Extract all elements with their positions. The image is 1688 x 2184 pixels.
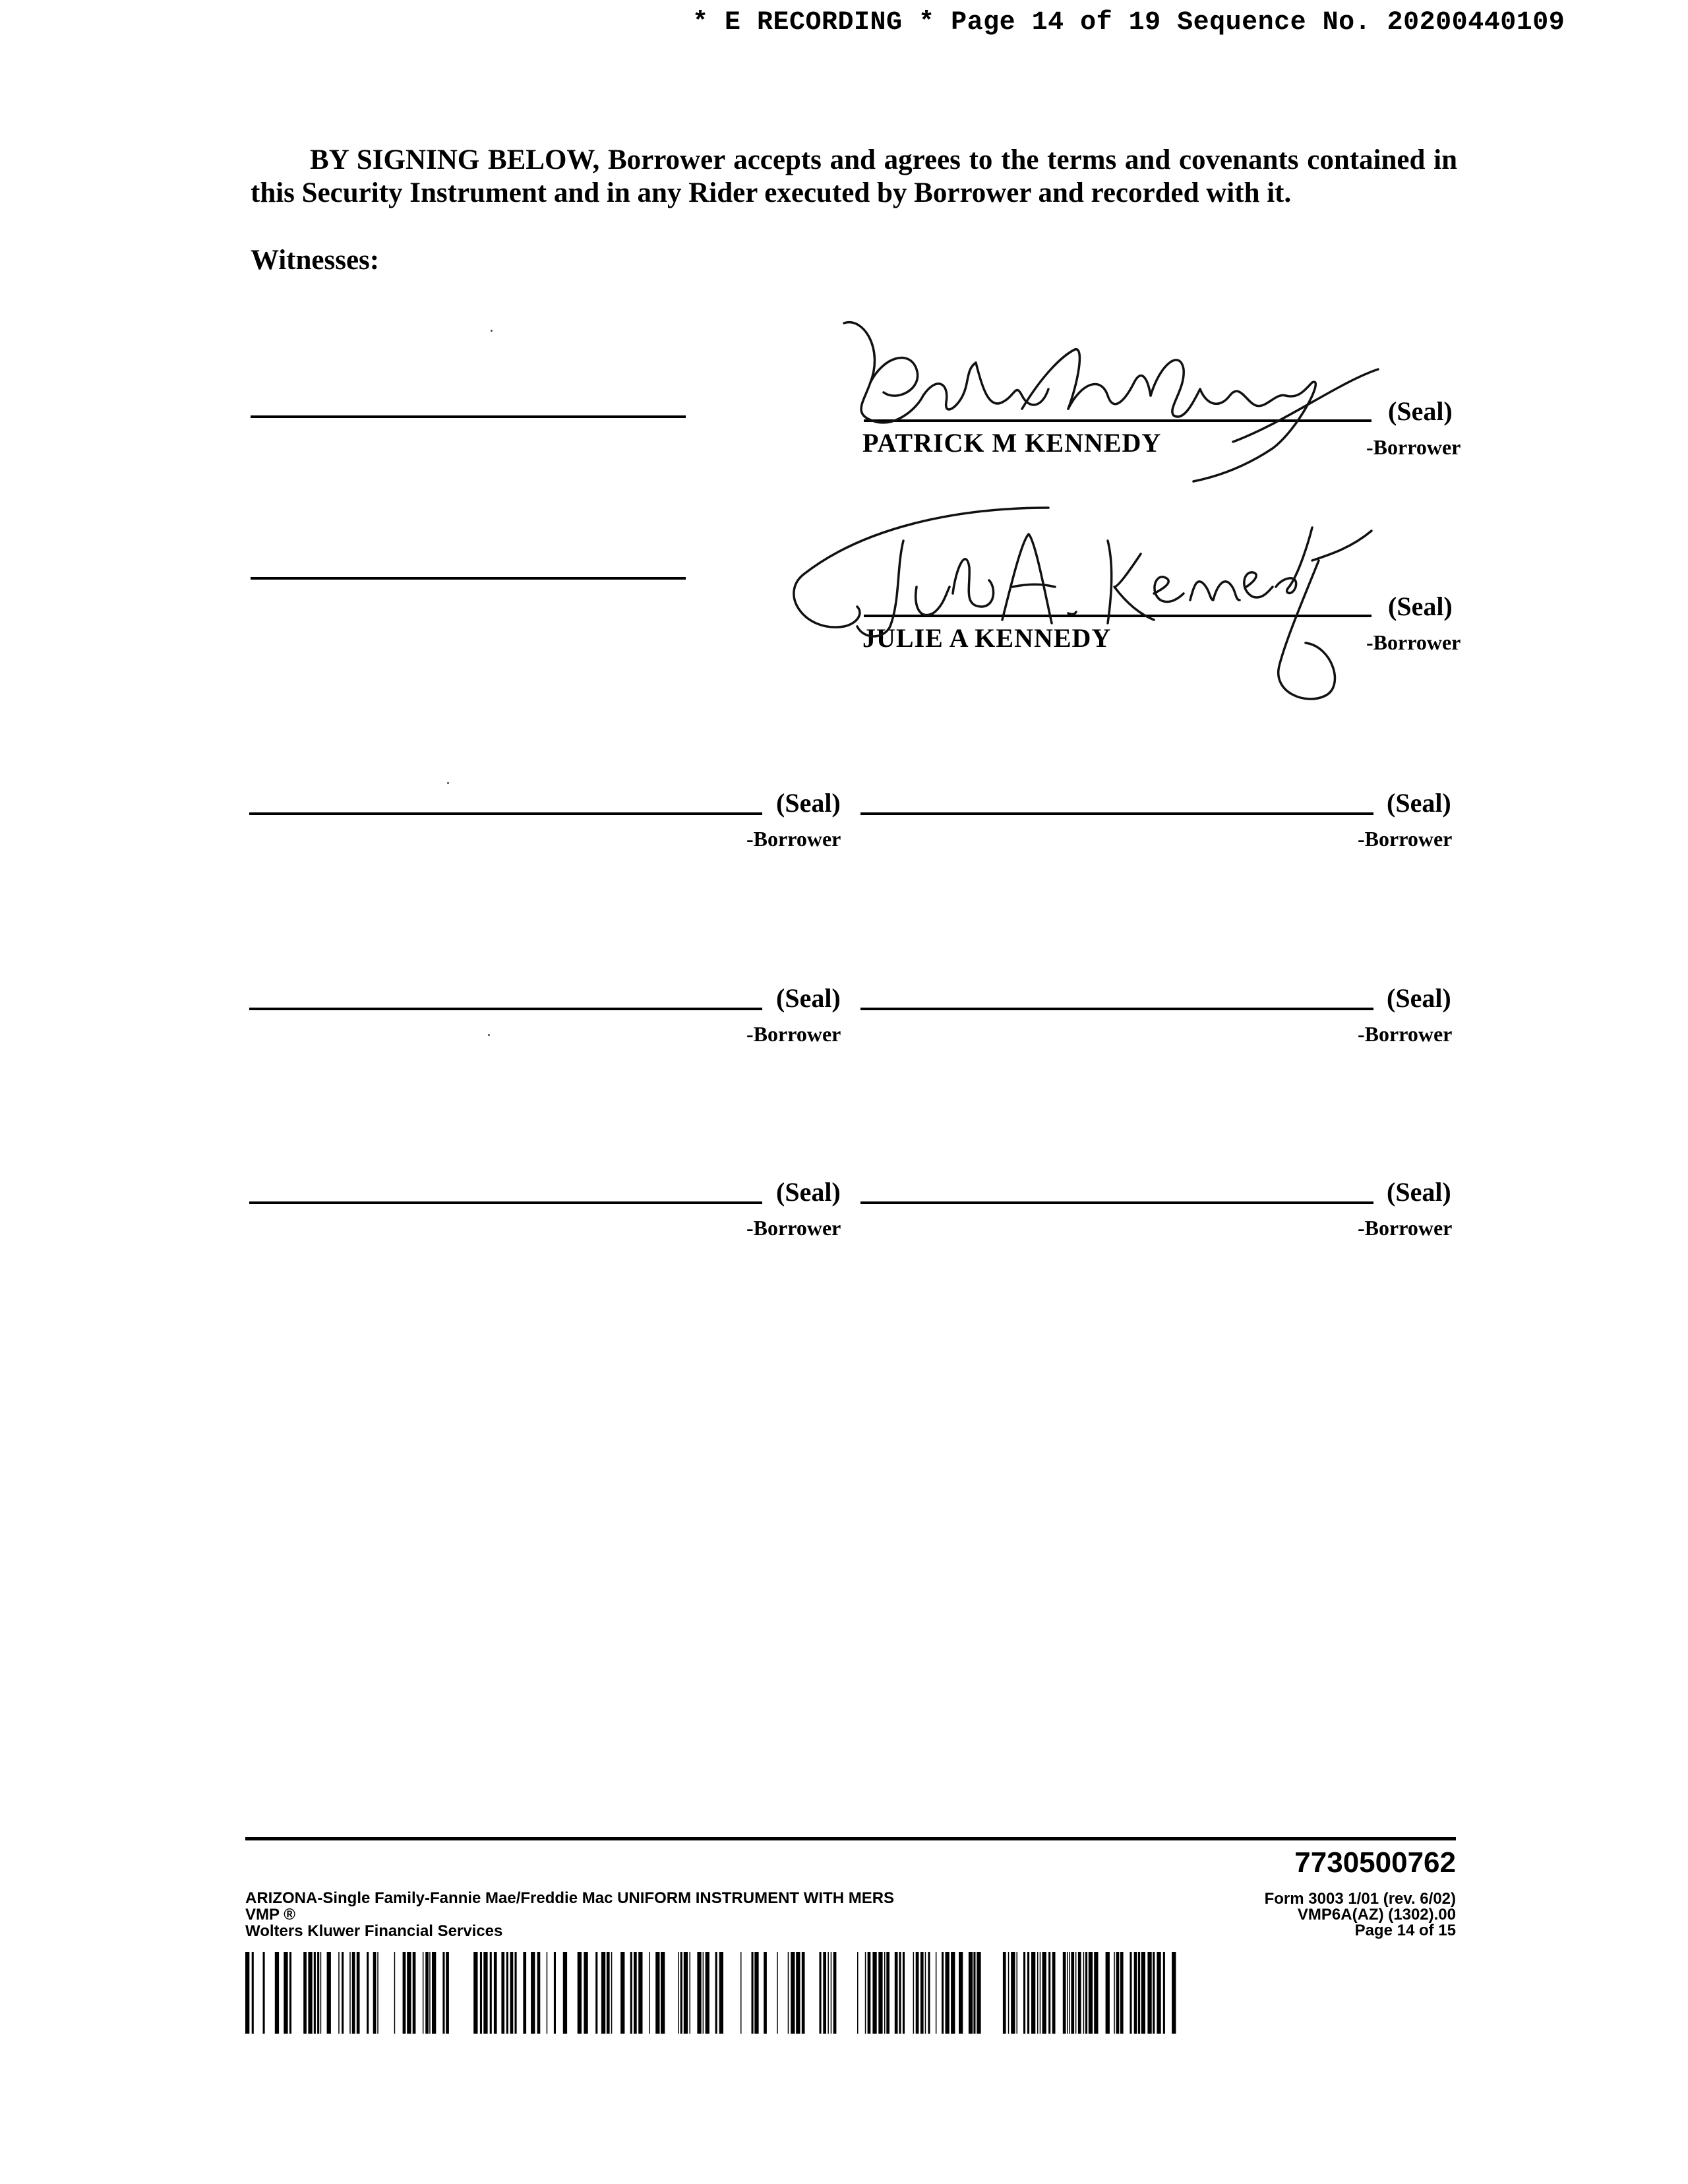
barcode-bar — [1075, 1952, 1077, 2034]
barcode-bar — [584, 1952, 588, 2034]
barcode-bar — [349, 1952, 351, 2034]
borrower-role-label: -Borrower — [1366, 630, 1461, 654]
barcode-bar — [563, 1952, 567, 2034]
barcode-bar — [690, 1952, 691, 2034]
barcode-bar — [951, 1952, 955, 2034]
barcode-bar — [308, 1952, 312, 2034]
barcode-bar — [1120, 1952, 1124, 2034]
scan-speck — [447, 782, 449, 784]
barcode-bar — [578, 1952, 582, 2034]
borrower-role-label: -Borrower — [1366, 435, 1461, 459]
barcode-bar — [327, 1952, 331, 2034]
barcode-bar — [833, 1952, 837, 2034]
barcode-bar — [1141, 1952, 1145, 2034]
barcode-bar — [1078, 1952, 1081, 2034]
barcode-bar — [1116, 1952, 1120, 2034]
barcode-bar — [377, 1952, 378, 2034]
barcode-bar — [655, 1952, 659, 2034]
barcode-bar — [1003, 1952, 1006, 2034]
barcode-bar — [494, 1952, 497, 2034]
barcode-bar — [820, 1952, 822, 2034]
barcode-bar — [703, 1952, 704, 2034]
barcode-bar — [510, 1952, 514, 2034]
barcode-bar — [1008, 1952, 1010, 2034]
barcode-bar — [895, 1952, 898, 2034]
barcode-bar — [423, 1952, 424, 2034]
barcode-bar — [554, 1952, 556, 2034]
barcode-bar — [925, 1952, 926, 2034]
barcode-bar — [1089, 1952, 1093, 2034]
barcode-bar — [1037, 1952, 1039, 2034]
document-barcode — [245, 1952, 1176, 2034]
borrower-role-label: -Borrower — [746, 827, 841, 851]
borrower-role-label: -Borrower — [1358, 827, 1453, 851]
barcode-bar — [531, 1952, 535, 2034]
seal-label: (Seal) — [776, 788, 841, 818]
barcode-bar — [506, 1952, 508, 2034]
barcode-bar — [973, 1952, 975, 2034]
barcode-bar — [275, 1952, 279, 2034]
barcode-bar — [715, 1952, 717, 2034]
barcode-bar — [263, 1952, 265, 2034]
barcode-bar — [823, 1952, 826, 2034]
signature-patrick — [824, 310, 1404, 481]
barcode-bar — [1052, 1952, 1056, 2034]
barcode-bar — [697, 1952, 701, 2034]
seal-label: (Seal) — [1388, 396, 1453, 426]
barcode-bar — [831, 1952, 832, 2034]
barcode-bar — [429, 1952, 431, 2034]
barcode-bar — [1114, 1952, 1115, 2034]
barcode-bar — [802, 1952, 805, 2034]
witnesses-label: Witnesses: — [251, 245, 380, 276]
borrower-role-label: -Borrower — [746, 1216, 841, 1240]
borrower-signature-line[interactable] — [860, 1008, 1373, 1010]
footer-rule — [245, 1837, 1456, 1840]
page-label: Page 14 of 15 — [1354, 1922, 1456, 1939]
vmp-mark: VMP ® — [245, 1906, 295, 1924]
barcode-bar — [1071, 1952, 1074, 2034]
seal-label: (Seal) — [776, 983, 841, 1013]
barcode-bar — [373, 1952, 377, 2034]
barcode-bar — [649, 1952, 650, 2034]
barcode-bar — [252, 1952, 254, 2034]
barcode-bar — [928, 1952, 930, 2034]
barcode-bar — [1153, 1952, 1155, 2034]
barcode-bar — [1130, 1952, 1131, 2034]
barcode-bar — [483, 1952, 487, 2034]
witness-line-2 — [251, 577, 686, 580]
barcode-bar — [501, 1952, 504, 2034]
barcode-bar — [352, 1952, 355, 2034]
barcode-bar — [1069, 1952, 1070, 2034]
barcode-bar — [394, 1952, 396, 2034]
witness-line-1 — [251, 415, 686, 418]
signer-name-patrick: PATRICK M KENNEDY — [862, 428, 1162, 458]
barcode-bar — [515, 1952, 517, 2034]
barcode-bar — [946, 1952, 950, 2034]
barcode-bar — [432, 1952, 436, 2034]
barcode-bar — [407, 1952, 411, 2034]
barcode-bar — [547, 1952, 548, 2034]
barcode-bar — [740, 1952, 742, 2034]
barcode-bar — [1031, 1952, 1035, 2034]
barcode-bar — [828, 1952, 829, 2034]
borrower-role-label: -Borrower — [746, 1022, 841, 1046]
barcode-bar — [903, 1952, 905, 2034]
barcode-bar — [480, 1952, 482, 2034]
barcode-bar — [367, 1952, 369, 2034]
signature-julie — [785, 501, 1404, 712]
borrower-signature-line[interactable] — [860, 1201, 1373, 1204]
barcode-bar — [857, 1952, 859, 2034]
barcode-bar — [607, 1952, 610, 2034]
barcode-bar — [1157, 1952, 1160, 2034]
barcode-bar — [314, 1952, 316, 2034]
barcode-bar — [661, 1952, 665, 2034]
barcode-bar — [342, 1952, 344, 2034]
signer-name-julie: JULIE A KENNEDY — [862, 623, 1112, 653]
barcode-bar — [601, 1952, 605, 2034]
barcode-bar — [1063, 1952, 1066, 2034]
barcode-bar — [634, 1952, 637, 2034]
barcode-bar — [284, 1952, 287, 2034]
barcode-bar — [1134, 1952, 1137, 2034]
barcode-bar — [620, 1952, 624, 2034]
borrower-signature-line[interactable] — [249, 1201, 762, 1204]
barcode-bar — [1042, 1952, 1046, 2034]
barcode-bar — [1163, 1952, 1165, 2034]
barcode-bar — [678, 1952, 679, 2034]
form-title: ARIZONA-Single Family-Fannie Mae/Freddie Mac UNIFORM INSTRUMENT WITH MERS — [245, 1889, 895, 1907]
barcode-bar — [886, 1952, 889, 2034]
barcode-bar — [977, 1952, 980, 2034]
barcode-bar — [936, 1952, 937, 2034]
barcode-bar — [752, 1952, 754, 2034]
barcode-bar — [1106, 1952, 1110, 2034]
barcode-bar — [865, 1952, 866, 2034]
barcode-bar — [1147, 1952, 1151, 2034]
barcode-bar — [1027, 1952, 1029, 2034]
barcode-bar — [595, 1952, 597, 2034]
form-number: Form 3003 1/01 (rev. 6/02) — [1264, 1890, 1456, 1908]
barcode-bar — [764, 1952, 767, 2034]
barcode-bar — [796, 1952, 800, 2034]
barcode-bar — [959, 1952, 963, 2034]
form-code: VMP6A(AZ) (1302).00 — [1297, 1906, 1456, 1924]
barcode-bar — [913, 1952, 915, 2034]
barcode-bar — [1011, 1952, 1015, 2034]
barcode-bar — [884, 1952, 886, 2034]
barcode-bar — [1048, 1952, 1050, 2034]
barcode-bar — [446, 1952, 449, 2034]
barcode-bar — [490, 1952, 492, 2034]
seal-label: (Seal) — [1387, 788, 1451, 818]
barcode-bar — [1067, 1952, 1068, 2034]
barcode-bar — [245, 1952, 249, 2034]
barcode-bar — [777, 1952, 778, 2034]
borrower-signature-line[interactable] — [249, 1008, 762, 1010]
seal-label: (Seal) — [1388, 592, 1453, 621]
barcode-bar — [320, 1952, 322, 2034]
barcode-bar — [425, 1952, 429, 2034]
barcode-bar — [754, 1952, 758, 2034]
barcode-bar — [289, 1952, 291, 2034]
loan-number: 7730500762 — [1294, 1846, 1456, 1879]
barcode-bar — [403, 1952, 406, 2034]
seal-label: (Seal) — [776, 1177, 841, 1207]
barcode-bar — [719, 1952, 723, 2034]
barcode-bar — [788, 1952, 789, 2034]
barcode-bar — [899, 1952, 901, 2034]
barcode-bar — [680, 1952, 682, 2034]
barcode-bar — [942, 1952, 944, 2034]
barcode-bar — [916, 1952, 919, 2034]
barcode-bar — [303, 1952, 307, 2034]
barcode-bar — [1085, 1952, 1087, 2034]
recording-banner: * E RECORDING * Page 14 of 19 Sequence No. 20200440109 — [692, 8, 1565, 38]
scan-speck — [491, 330, 493, 332]
barcode-bar — [1094, 1952, 1098, 2034]
barcode-bar — [638, 1952, 642, 2034]
barcode-bar — [1023, 1952, 1025, 2034]
barcode-bar — [338, 1952, 340, 2034]
borrower-signature-line[interactable] — [249, 812, 762, 815]
barcode-bar — [868, 1952, 871, 2034]
barcode-bar — [706, 1952, 709, 2034]
barcode-bar — [537, 1952, 541, 2034]
seal-label: (Seal) — [1387, 983, 1451, 1013]
barcode-bar — [791, 1952, 795, 2034]
form-identification-right — [1265, 1891, 1456, 1939]
borrower-role-label: -Borrower — [1358, 1216, 1453, 1240]
barcode-bar — [872, 1952, 876, 2034]
barcode-bar — [630, 1952, 632, 2034]
barcode-bar — [1172, 1952, 1176, 2034]
barcode-bar — [413, 1952, 416, 2034]
barcode-bar — [1017, 1952, 1018, 2034]
form-identification-left — [245, 1890, 894, 1939]
barcode-bar — [1083, 1952, 1085, 2034]
borrower-role-label: -Borrower — [1358, 1022, 1453, 1046]
publisher-name: Wolters Kluwer Financial Services — [245, 1922, 503, 1940]
barcode-bar — [442, 1952, 444, 2034]
barcode-bar — [523, 1952, 526, 2034]
seal-label: (Seal) — [1387, 1177, 1451, 1207]
barcode-bar — [1138, 1952, 1140, 2034]
barcode-bar — [1040, 1952, 1041, 2034]
barcode-bar — [473, 1952, 477, 2034]
barcode-bar — [684, 1952, 688, 2034]
borrower-signature-line[interactable] — [860, 812, 1373, 815]
scan-speck — [488, 1034, 490, 1036]
barcode-bar — [878, 1952, 882, 2034]
barcode-bar — [969, 1952, 973, 2034]
barcode-bar — [611, 1952, 613, 2034]
barcode-bar — [317, 1952, 319, 2034]
barcode-bar — [357, 1952, 360, 2034]
barcode-bar — [920, 1952, 924, 2034]
signing-statement: BY SIGNING BELOW, Borrower accepts and agrees to the terms and covenants contained in this Security Instrument and in any Rider executed by Borrower and recorded with it. — [251, 144, 1457, 208]
